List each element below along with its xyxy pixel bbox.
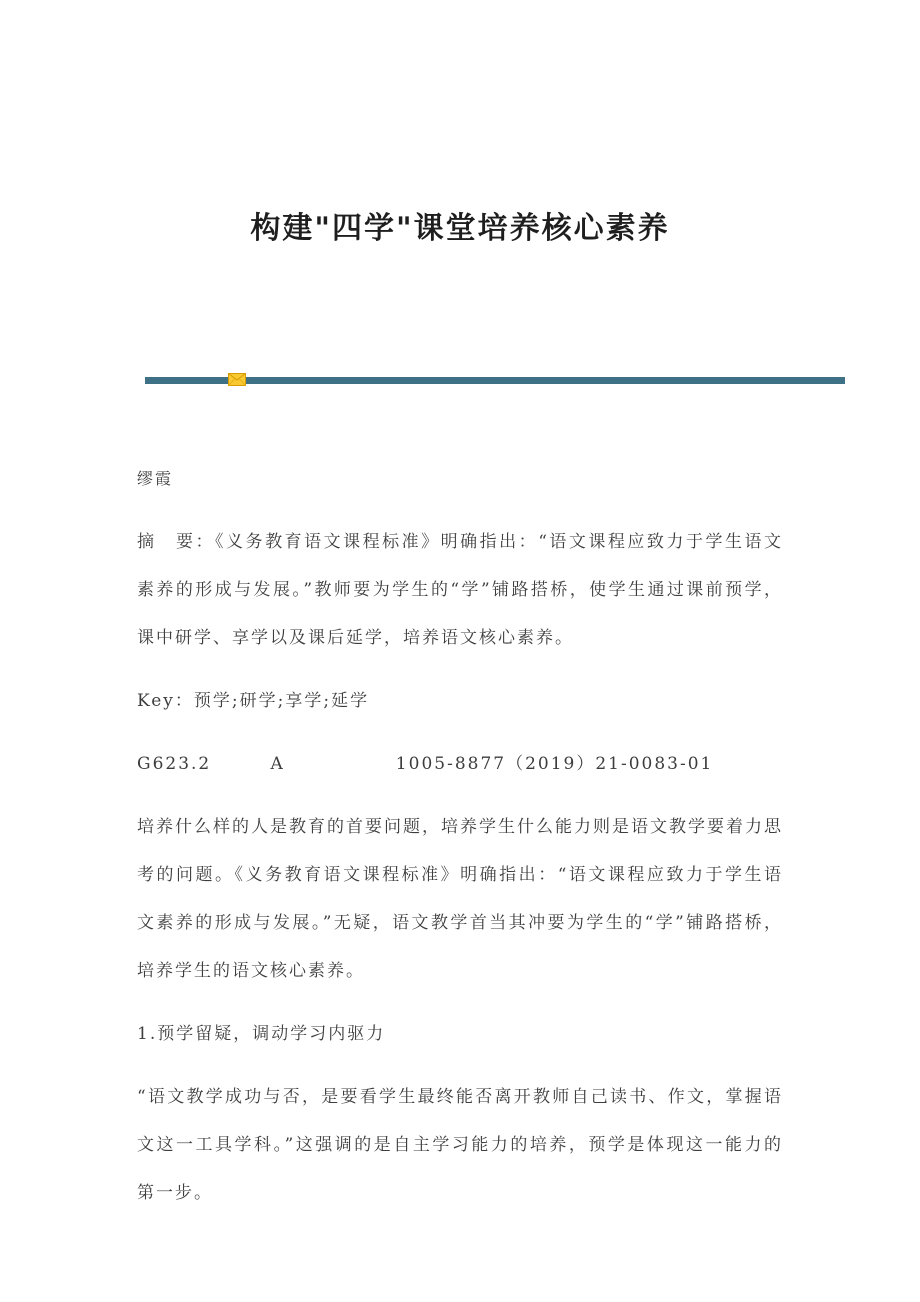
article-title: 构建"四学"课堂培养核心素养 [250,211,670,246]
body-paragraph: 培养什么样的人是教育的首要问题，培养学生什么能力则是语文教学要着力思考的问题。《义务教育语文课程标准》明确指出：“语文课程应致力于学生语文素养的形成与发展。”无疑，语文教学首当其冲要为学生的“学”铺路搭桥，培养学生的语文核心素养。 [137,817,783,981]
classification-line: G623.2 A 1005-8877（2019）21-0083-01 [137,754,714,774]
divider-bar [145,377,845,384]
section-heading: 1.预学留疑，调动学习内驱力 [137,1024,386,1044]
abstract-paragraph: 摘 要：《义务教育语文课程标准》明确指出：“语文课程应致力于学生语文素养的形成与发展。”教师要为学生的“学”铺路搭桥，使学生通过课前预学，课中研学、享学以及课后延学，培养语文核心素养。 [137,532,783,648]
article-body [137,455,783,1217]
body-paragraph: “语文教学成功与否，是要看学生最终能否离开教师自己读书、作文，掌握语文这一工具学科。”这强调的是自主学习能力的培养，预学是体现这一能力的第一步。 [137,1087,783,1203]
keywords-line: Key：预学;研学;享学;延学 [137,691,370,711]
author-name: 缪霞 [137,469,174,488]
section-divider [145,377,845,385]
envelope-icon [228,372,246,387]
